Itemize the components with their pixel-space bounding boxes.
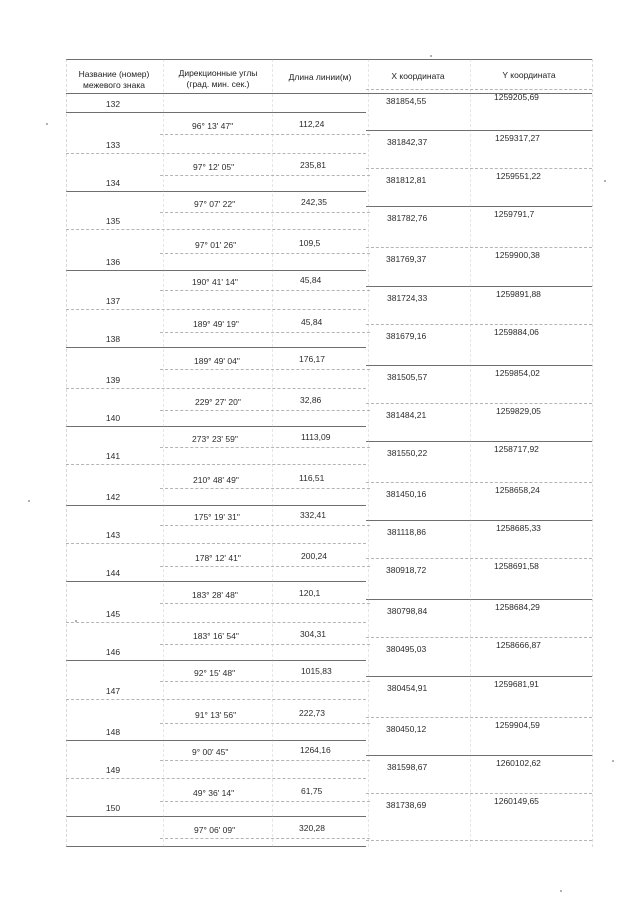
coord-rule	[366, 247, 592, 248]
x-coordinate: 381118,86	[387, 527, 426, 538]
coord-rule	[366, 717, 592, 718]
segment-rule	[160, 253, 370, 254]
row-rule	[66, 660, 366, 661]
coord-rule	[366, 286, 592, 287]
point-name: 136	[105, 257, 121, 268]
segment-rule	[160, 369, 370, 370]
header-top-rule	[66, 59, 592, 60]
x-coordinate: 380918,72	[386, 565, 427, 576]
scan-speck	[612, 760, 614, 762]
direction-angle: 9° 00' 45"	[192, 746, 229, 757]
line-length: 242,35	[301, 197, 327, 208]
line-length: 1113,09	[301, 431, 331, 442]
coord-rule	[366, 206, 592, 207]
point-name: 148	[105, 726, 121, 737]
coord-rule	[366, 558, 592, 559]
direction-angle: 49° 36' 14"	[193, 787, 235, 798]
line-length: 176,17	[299, 353, 325, 364]
x-coordinate: 380798,84	[387, 606, 428, 617]
x-coordinate: 380454,91	[387, 682, 428, 693]
column-guide	[66, 59, 67, 847]
x-coordinate: 381484,21	[386, 409, 427, 420]
table-bottom-rule	[66, 846, 366, 847]
y-coordinate: 1259854,02	[495, 367, 540, 378]
direction-angle: 229° 27' 20"	[195, 396, 241, 407]
segment-rule	[160, 603, 370, 604]
point-name: 137	[105, 295, 121, 306]
point-name: 139	[105, 374, 121, 385]
point-name: 143	[105, 530, 121, 541]
point-name: 146	[105, 647, 121, 658]
coord-rule	[366, 168, 592, 169]
point-name: 144	[105, 568, 121, 579]
x-coordinate: 381598,67	[387, 761, 428, 772]
segment-rule	[160, 644, 370, 645]
row-rule	[66, 388, 366, 389]
line-length: 304,31	[300, 629, 326, 640]
y-coordinate: 1259551,22	[496, 171, 541, 182]
direction-angle: 96° 13' 47"	[192, 121, 234, 131]
x-coordinate: 381550,22	[387, 447, 428, 458]
segment-rule	[160, 838, 370, 839]
coord-rule	[366, 520, 592, 521]
direction-angle: 92° 15' 48"	[194, 668, 236, 679]
point-name: 132	[105, 99, 121, 109]
coord-rule	[366, 793, 592, 794]
line-length: 109,5	[299, 238, 321, 249]
coord-rule	[366, 599, 592, 600]
header-angle	[163, 68, 273, 90]
line-length: 112,24	[299, 119, 325, 129]
coord-rule	[366, 482, 592, 483]
row-rule	[66, 270, 366, 271]
line-length: 61,75	[301, 785, 323, 796]
header-angle-line-2: (град. мин. сек.)	[186, 79, 250, 89]
segment-rule	[160, 134, 370, 135]
y-coordinate: 1259891,88	[496, 288, 541, 299]
segment-rule	[160, 525, 370, 526]
x-coordinate: 381812,81	[386, 175, 427, 186]
row-rule	[66, 740, 366, 741]
line-length: 200,24	[301, 551, 327, 562]
header-length: Длина линии(м)	[288, 72, 352, 82]
scan-speck	[46, 123, 48, 125]
row-rule	[66, 191, 366, 192]
x-coordinate: 381842,37	[387, 137, 428, 148]
coord-rule	[366, 441, 592, 442]
x-coordinate: 381769,37	[386, 254, 427, 265]
y-coordinate: 1259904,59	[495, 719, 540, 730]
segment-rule	[160, 681, 370, 682]
y-coordinate: 1259884,06	[494, 326, 539, 337]
row-rule	[66, 153, 366, 154]
line-length: 332,41	[300, 510, 326, 520]
y-coordinate: 1260149,65	[494, 795, 539, 806]
line-length: 116,51	[299, 472, 325, 483]
y-coordinate: 1259900,38	[495, 250, 540, 261]
x-coordinate: 381782,76	[387, 213, 428, 224]
segment-rule	[160, 566, 370, 567]
x-coordinate: 381679,16	[386, 330, 427, 341]
direction-angle: 273° 23' 59"	[192, 433, 238, 444]
direction-angle: 91° 13' 56"	[195, 709, 237, 720]
point-name: 142	[105, 492, 121, 502]
y-coordinate: 1258666,87	[496, 640, 541, 651]
row-rule	[66, 543, 366, 544]
direction-angle: 175° 19' 31"	[194, 512, 240, 522]
line-length: 320,28	[299, 822, 325, 833]
line-length: 45,84	[301, 316, 323, 327]
coord-rule	[366, 676, 592, 677]
point-name: 134	[105, 178, 121, 189]
segment-rule	[160, 290, 370, 291]
point-name: 135	[105, 216, 121, 227]
row-rule	[66, 309, 366, 310]
column-guide	[592, 59, 593, 847]
coord-rule	[366, 637, 592, 638]
header-y: Y координата	[502, 70, 556, 80]
x-coordinate: 381854,55	[386, 96, 427, 106]
row-rule	[66, 816, 366, 817]
line-length: 45,84	[300, 275, 322, 286]
x-coordinate: 381450,16	[386, 489, 427, 499]
x-coordinate: 381724,33	[387, 292, 428, 303]
point-name: 133	[105, 140, 121, 151]
column-guide	[272, 59, 273, 847]
y-coordinate: 1258691,58	[494, 561, 539, 572]
point-name: 140	[105, 412, 121, 423]
row-rule	[66, 581, 366, 582]
point-name: 138	[105, 333, 121, 344]
scan-speck	[430, 55, 432, 57]
line-length: 1015,83	[301, 666, 332, 677]
row-rule	[66, 622, 366, 623]
direction-angle: 97° 06' 09"	[194, 824, 236, 835]
direction-angle: 210° 48' 49"	[193, 474, 239, 485]
line-length: 222,73	[299, 707, 325, 718]
row-rule	[66, 229, 366, 230]
column-guide	[368, 59, 369, 847]
y-coordinate: 1259205,69	[494, 92, 539, 102]
segment-rule	[160, 723, 370, 724]
direction-angle: 189° 49' 19"	[193, 318, 239, 329]
line-length: 32,86	[300, 394, 322, 405]
row-rule	[66, 505, 366, 506]
table-bottom-rule-right	[366, 840, 592, 841]
segment-rule	[160, 447, 370, 448]
coord-rule	[366, 89, 592, 90]
header-name-line-2: межевого знака	[83, 80, 145, 90]
y-coordinate: 1259317,27	[495, 133, 540, 144]
header-angle-line-1: Дирекционные углы	[178, 68, 258, 78]
y-coordinate: 1258717,92	[494, 443, 539, 454]
y-coordinate: 1259791,7	[494, 209, 535, 220]
direction-angle: 97° 07' 22"	[194, 199, 236, 210]
scan-speck	[28, 500, 30, 502]
scan-speck	[75, 620, 77, 622]
x-coordinate: 380450,12	[386, 723, 427, 734]
coord-rule	[366, 324, 592, 325]
row-rule	[66, 464, 366, 465]
y-coordinate: 1259829,05	[496, 405, 541, 416]
point-name: 145	[105, 609, 121, 620]
direction-angle: 97° 12' 05"	[193, 162, 235, 173]
header-x: Х координата	[391, 71, 445, 81]
point-name: 150	[105, 802, 121, 813]
coord-rule	[366, 755, 592, 756]
coord-rule	[366, 365, 592, 366]
x-coordinate: 380495,03	[386, 644, 427, 655]
y-coordinate: 1258658,24	[495, 485, 540, 495]
direction-angle: 183° 28' 48"	[192, 590, 238, 601]
point-name: 141	[105, 450, 121, 461]
direction-angle: 189° 49' 04"	[194, 355, 240, 366]
y-coordinate: 1259681,91	[494, 678, 539, 689]
direction-angle: 183° 16' 54"	[193, 631, 239, 642]
y-coordinate: 1258684,29	[495, 602, 540, 613]
direction-angle: 190° 41' 14"	[192, 277, 238, 288]
point-name: 147	[105, 685, 121, 696]
segment-rule	[160, 175, 370, 176]
coord-rule	[366, 403, 592, 404]
segment-rule	[160, 760, 370, 761]
segment-rule	[160, 410, 370, 411]
segment-rule	[160, 801, 370, 802]
y-coordinate: 1260102,62	[496, 757, 541, 768]
column-guide	[163, 59, 164, 847]
segment-rule	[160, 488, 370, 489]
coord-rule	[366, 130, 592, 131]
row-rule	[66, 347, 366, 348]
y-coordinate: 1258685,33	[496, 523, 541, 534]
line-length: 1264,16	[300, 744, 331, 755]
row-rule	[66, 699, 366, 700]
row-rule	[66, 426, 366, 427]
direction-angle: 97° 01' 26"	[195, 240, 237, 251]
row-rule	[66, 778, 366, 779]
x-coordinate: 381738,69	[386, 799, 427, 810]
column-guide	[470, 59, 471, 847]
header-name	[66, 69, 162, 91]
x-coordinate: 381505,57	[387, 371, 428, 382]
segment-rule	[160, 332, 370, 333]
direction-angle: 178° 12' 41"	[195, 553, 241, 564]
line-length: 235,81	[300, 160, 326, 171]
segment-rule	[160, 212, 370, 213]
scan-speck	[604, 180, 606, 182]
header-name-line-1: Название (номер)	[78, 69, 150, 79]
point-name: 149	[105, 764, 121, 775]
row-rule	[66, 112, 366, 113]
line-length: 120,1	[299, 588, 321, 599]
scan-speck	[560, 890, 562, 892]
